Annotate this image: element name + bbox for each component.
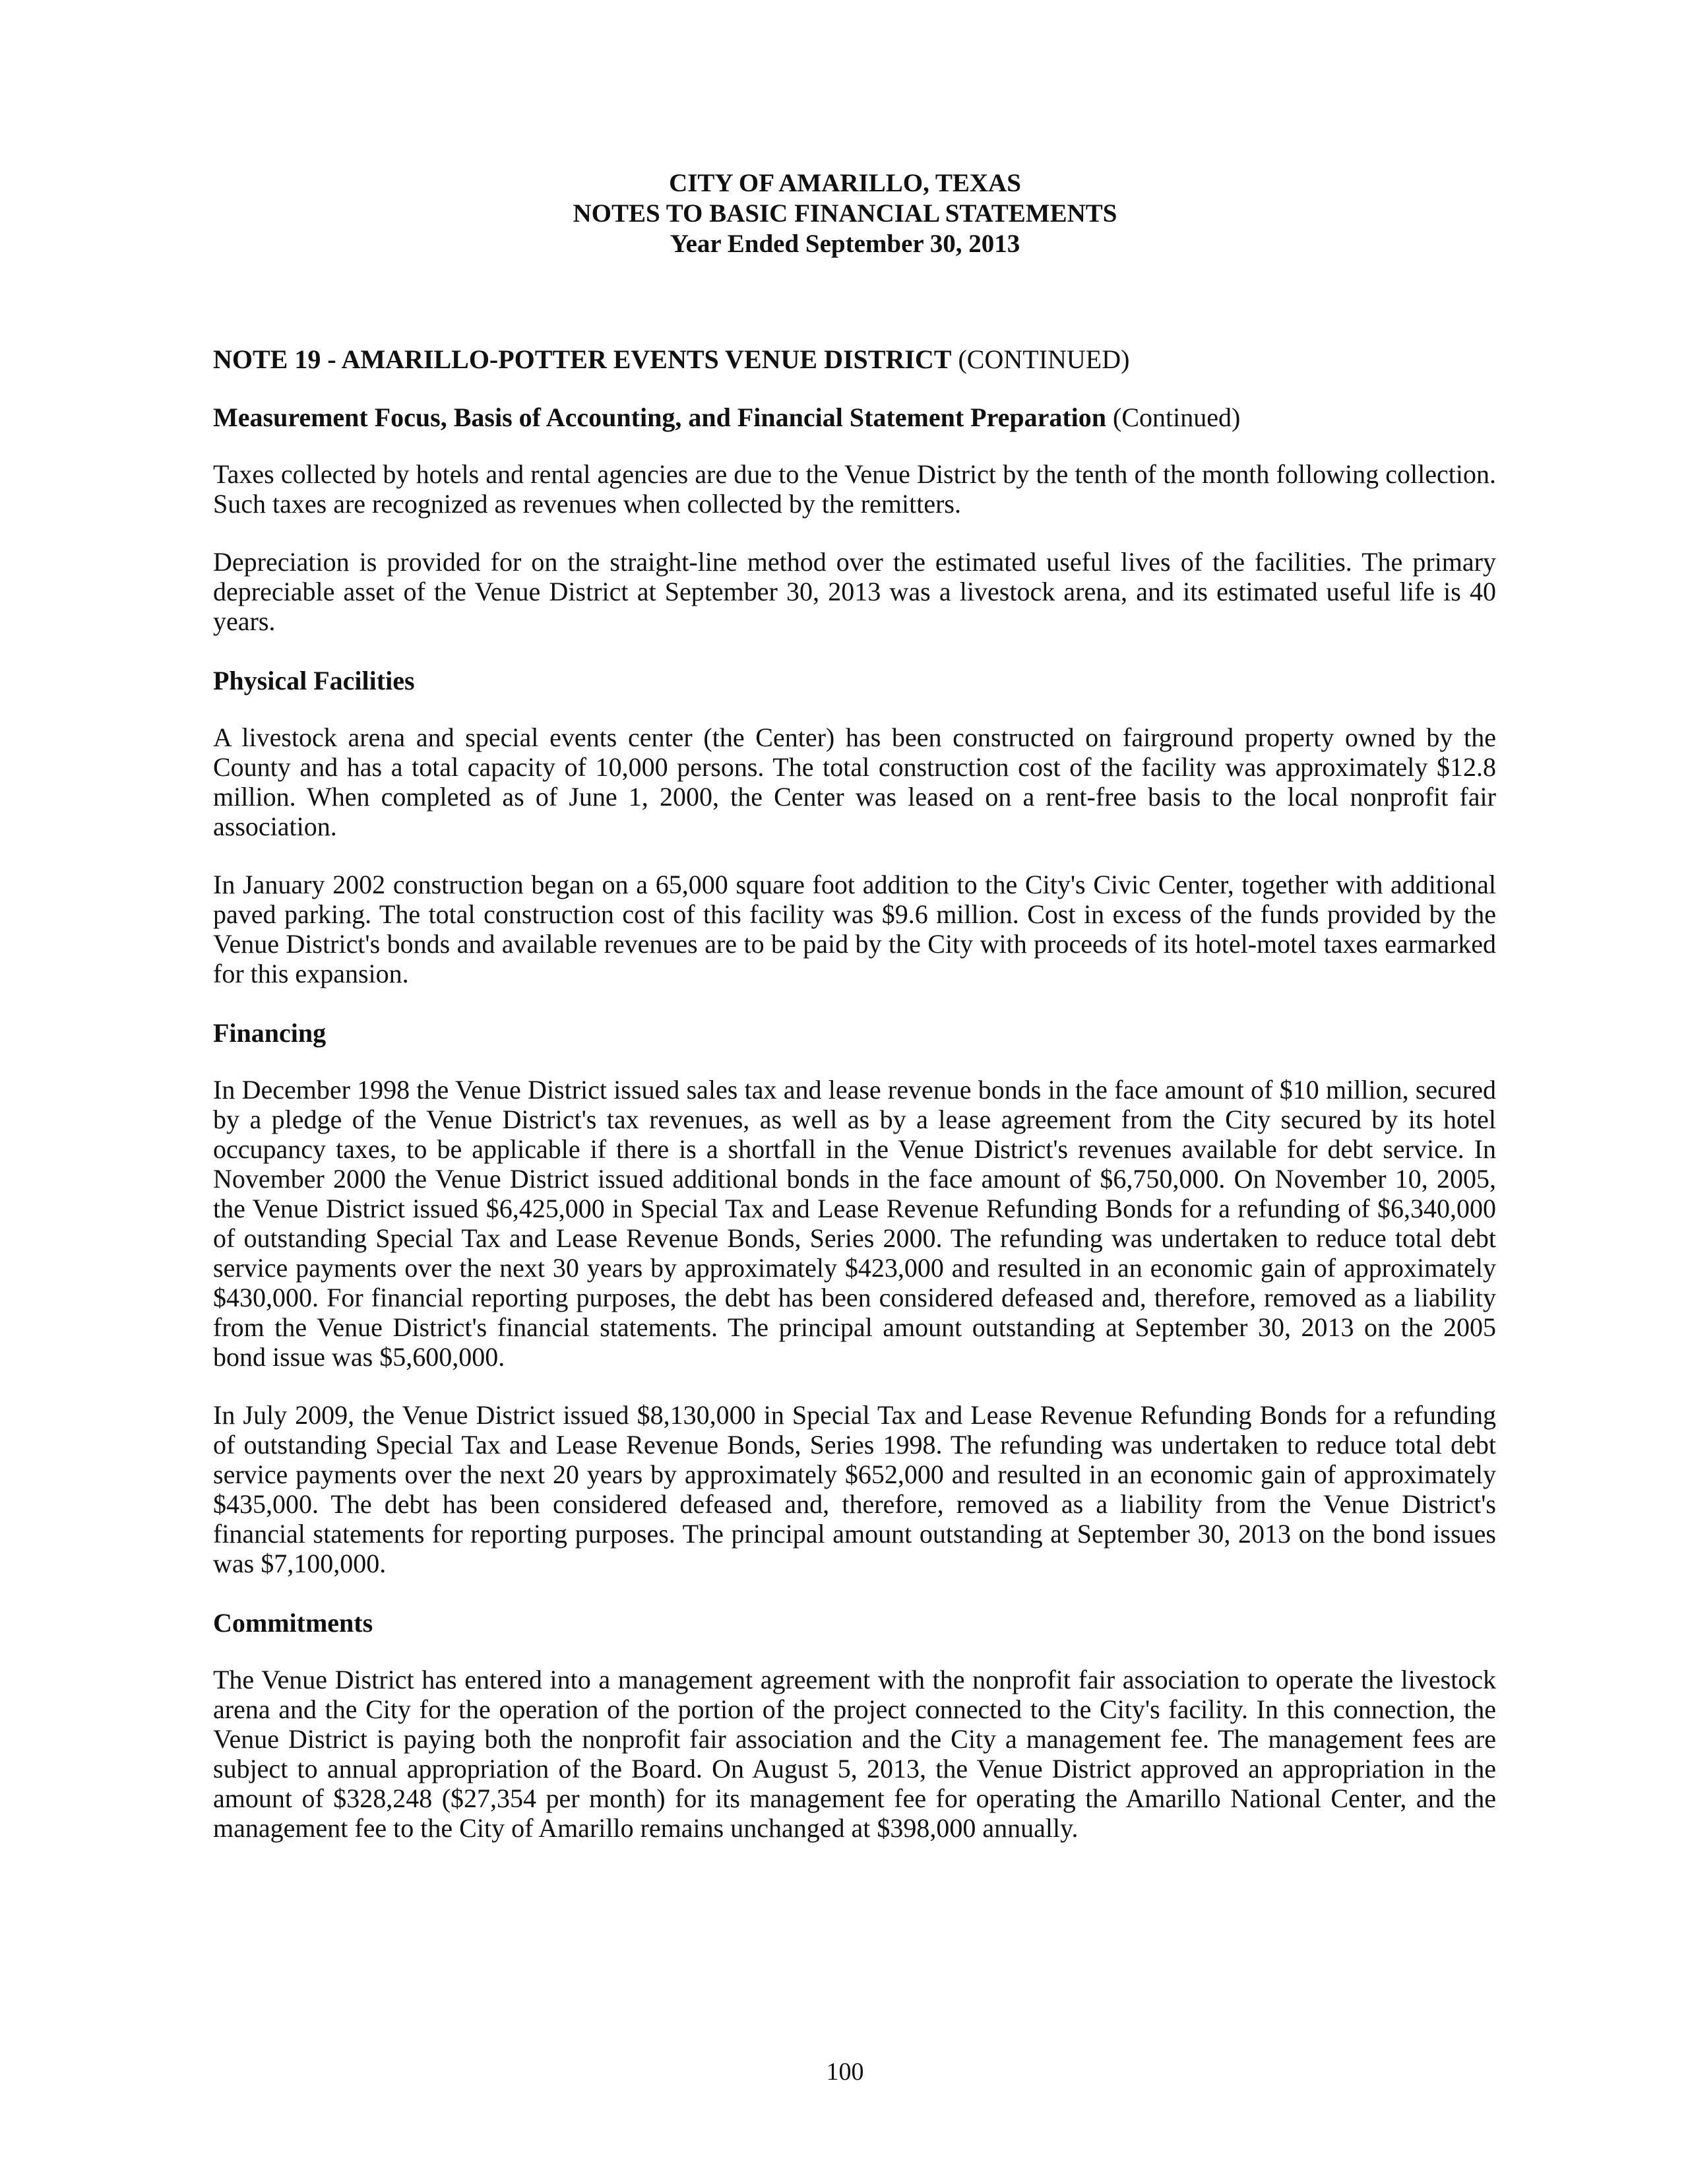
paragraph-taxes-collected: Taxes collected by hotels and rental agencies are due to the Venue District by the tenth of the month following collection. Such taxes are recognized as revenues when collected by the remitters. [213,459,1496,519]
paragraph-livestock-arena: A livestock arena and special events center (the Center) has been constructed on fairground property owned by the County and has a total capacity of 10,000 persons. The total construction cost of the facility was approximately $12.8 million. When completed as of June 1, 2000, the Center was leased on a rent-free basis to the local nonprofit fair association. [213,723,1496,841]
section-heading-commitments [213,1607,1496,1640]
header-document-title: NOTES TO BASIC FINANCIAL STATEMENTS [573,199,1117,228]
section-heading-measurement [213,401,1496,434]
document-body [213,343,1496,1871]
section-heading-text: Commitments [213,1608,373,1638]
header-entity-name: CITY OF AMARILLO, TEXAS [669,169,1021,197]
note-title [213,343,1496,376]
note-title-text: NOTE 19 - AMARILLO-POTTER EVENTS VENUE DISTRICT [213,344,952,374]
header-period: Year Ended September 30, 2013 [670,230,1020,258]
paragraph-2009-refunding: In July 2009, the Venue District issued $8,130,000 in Special Tax and Lease Revenue Refunding Bonds for a refunding of outstanding Special Tax and Lease Revenue Bonds, Series 1998. The refunding was undertaken to reduce total debt service payments over the next 20 years by approximately $652,000 and resulted in an economic gain of approximately $435,000. The debt has been considered defeased and, therefore, removed as a liability from the Venue District's financial statements for reporting purposes. The principal amount outstanding at September 30, 2013 on the bond issues was $7,100,000. [213,1400,1496,1578]
section-heading-text: Measurement Focus, Basis of Accounting, and Financial Statement Preparation [213,402,1107,432]
paragraph-1998-bonds: In December 1998 the Venue District issued sales tax and lease revenue bonds in the face amount of $10 million, secured by a pledge of the Venue District's tax revenues, as well as by a lease agreement from the City secured by its hotel occupancy taxes, to be applicable if there is a shortfall in the Venue District's revenues available for debt service. In November 2000 the Venue District issued additional bonds in the face amount of $6,750,000. On November 10, 2005, the Venue District issued $6,425,000 in Special Tax and Lease Revenue Refunding Bonds for a refunding of $6,340,000 of outstanding Special Tax and Lease Revenue Bonds, Series 2000. The refunding was undertaken to reduce total debt service payments over the next 30 years by approximately $423,000 and resulted in an economic gain of approximately $430,000. For financial reporting purposes, the debt has been considered defeased and, therefore, removed as a liability from the Venue District's financial statements. The principal amount outstanding at September 30, 2013 on the 2005 bond issue was $5,600,000. [213,1075,1496,1372]
paragraph-civic-center-addition: In January 2002 construction began on a 65,000 square foot addition to the City's Civic Center, together with additional paved parking. The total construction cost of this facility was $9.6 million. Cost in excess of the funds provided by the Venue District's bonds and available revenues are to be paid by the City with proceeds of its hotel-motel taxes earmarked for this expansion. [213,870,1496,988]
section-heading-text: Physical Facilities [213,666,415,695]
note-title-suffix: (CONTINUED) [958,344,1130,374]
document-header [0,168,1690,259]
section-heading-physical-facilities [213,664,1496,697]
section-heading-text: Financing [213,1018,327,1048]
paragraph-depreciation: Depreciation is provided for on the straight-line method over the estimated useful lives of the facilities. The primary depreciable asset of the Venue District at September 30, 2013 was a livestock arena, and its estimated useful life is 40 years. [213,547,1496,636]
paragraph-management-agreement: The Venue District has entered into a management agreement with the nonprofit fair association to operate the livestock arena and the City for the operation of the portion of the project connected to the City's facility. In this connection, the Venue District is paying both the nonprofit fair association and the City a management fee. The management fees are subject to annual appropriation of the Board. On August 5, 2013, the Venue District approved an appropriation in the amount of $328,248 ($27,354 per month) for its management fee for operating the Amarillo National Center, and the management fee to the City of Amarillo remains unchanged at $398,000 annually. [213,1665,1496,1843]
page-number: 100 [826,2058,864,2086]
section-heading-suffix: (Continued) [1113,402,1241,432]
section-heading-financing [213,1017,1496,1050]
